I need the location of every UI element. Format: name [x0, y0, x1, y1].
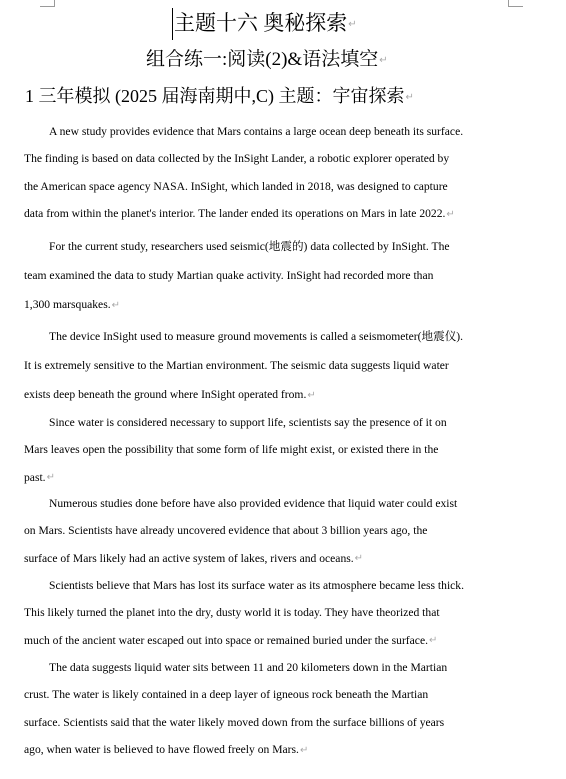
- paragraph-line: Numerous studies done before have also provided evidence that liquid water could exist: [49, 497, 458, 510]
- passage-paragraph: [24, 232, 450, 320]
- margin-corner-mark-left: [40, 0, 55, 7]
- paragraph-mark-icon: ↵: [307, 389, 316, 401]
- document-subtitle: [146, 46, 388, 75]
- paragraph-line: on Mars. Scientists have already uncovered evidence that about 3 billion years ago, the: [24, 524, 428, 538]
- passage-paragraph: [24, 409, 447, 492]
- paragraph-line: Mars leaves open the possibility that some form of life might exist, or existed there in the: [24, 443, 439, 457]
- paragraph-mark-icon: ↵: [446, 208, 455, 220]
- paragraph-line: crust. The water is likely contained in a deep layer of igneous rock beneath the Martian: [24, 688, 429, 702]
- passage-paragraph: [24, 322, 463, 410]
- paragraph-line: Since water is considered necessary to support life, scientists say the presence of it on: [49, 416, 447, 429]
- margin-corner-mark-right: [508, 0, 523, 7]
- paragraph-line: A new study provides evidence that Mars contains a large ocean deep beneath its surface.: [49, 125, 464, 138]
- paragraph-line: past.↵: [24, 470, 55, 484]
- paragraph-mark-icon: ↵: [379, 54, 388, 66]
- paragraph-mark-icon: ↵: [348, 19, 357, 31]
- paragraph-mark-icon: ↵: [46, 472, 55, 484]
- section-heading-text: 1 三年模拟 (2025 届海南期中,C) 主题：宇宙探索: [25, 86, 405, 106]
- paragraph-line: The device InSight used to measure ground movements is called a seismometer(地震仪).: [49, 330, 464, 343]
- passage-paragraph: [24, 490, 457, 573]
- paragraph-mark-icon: ↵: [111, 299, 121, 311]
- paragraph-line: ago, when water is believed to have flowed freely on Mars.↵: [24, 742, 309, 756]
- passage-paragraph: [24, 118, 463, 228]
- text-cursor: [172, 8, 173, 40]
- paragraph-line: exists deep beneath the ground where InSight operated from.↵: [24, 388, 316, 401]
- document-title: [174, 8, 357, 40]
- paragraph-line: 1,300 marsquakes.↵: [24, 298, 121, 311]
- paragraph-mark-icon: ↵: [429, 635, 438, 647]
- passage-paragraph: [24, 572, 464, 655]
- paragraph-line: It is extremely sensitive to the Martian environment. The seismic data suggests liquid water: [24, 359, 449, 372]
- passage-paragraph: [24, 654, 447, 764]
- paragraph-line: The data suggests liquid water sits between 11 and 20 kilometers down in the Martian: [49, 661, 448, 674]
- paragraph-mark-icon: ↵: [299, 744, 309, 756]
- paragraph-line: The finding is based on data collected by the InSight Lander, a robotic explorer operated by: [24, 152, 450, 166]
- paragraph-line: This likely turned the planet into the dry, dusty world it is today. They have theorized that: [24, 606, 440, 620]
- paragraph-line: surface of Mars likely had an active system of lakes, rivers and oceans.↵: [24, 551, 364, 565]
- paragraph-mark-icon: ↵: [405, 91, 414, 103]
- document-title-text: 主题十六 奥秘探索: [174, 11, 348, 35]
- paragraph-line: For the current study, researchers used seismic(地震的) data collected by InSight. The: [49, 240, 450, 253]
- paragraph-line: data from within the planet's interior. The lander ended its operations on Mars in late 2022.↵: [24, 206, 455, 220]
- document-subtitle-text: 组合练一:阅读(2)&语法填空: [146, 49, 379, 70]
- paragraph-line: much of the ancient water escaped out into space or remained buried under the surface.↵: [24, 633, 438, 647]
- paragraph-line: surface. Scientists said that the water likely moved down from the surface billions of years: [24, 715, 445, 729]
- paragraph-line: team examined the data to study Martian quake activity. InSight had recorded more than: [24, 269, 434, 282]
- paragraph-mark-icon: ↵: [354, 553, 364, 565]
- section-heading: [25, 82, 414, 112]
- paragraph-line: Scientists believe that Mars has lost its surface water as its atmosphere became less thick.: [49, 579, 465, 592]
- paragraph-line: the American space agency NASA. InSight, which landed in 2018, was designed to capture: [24, 179, 448, 193]
